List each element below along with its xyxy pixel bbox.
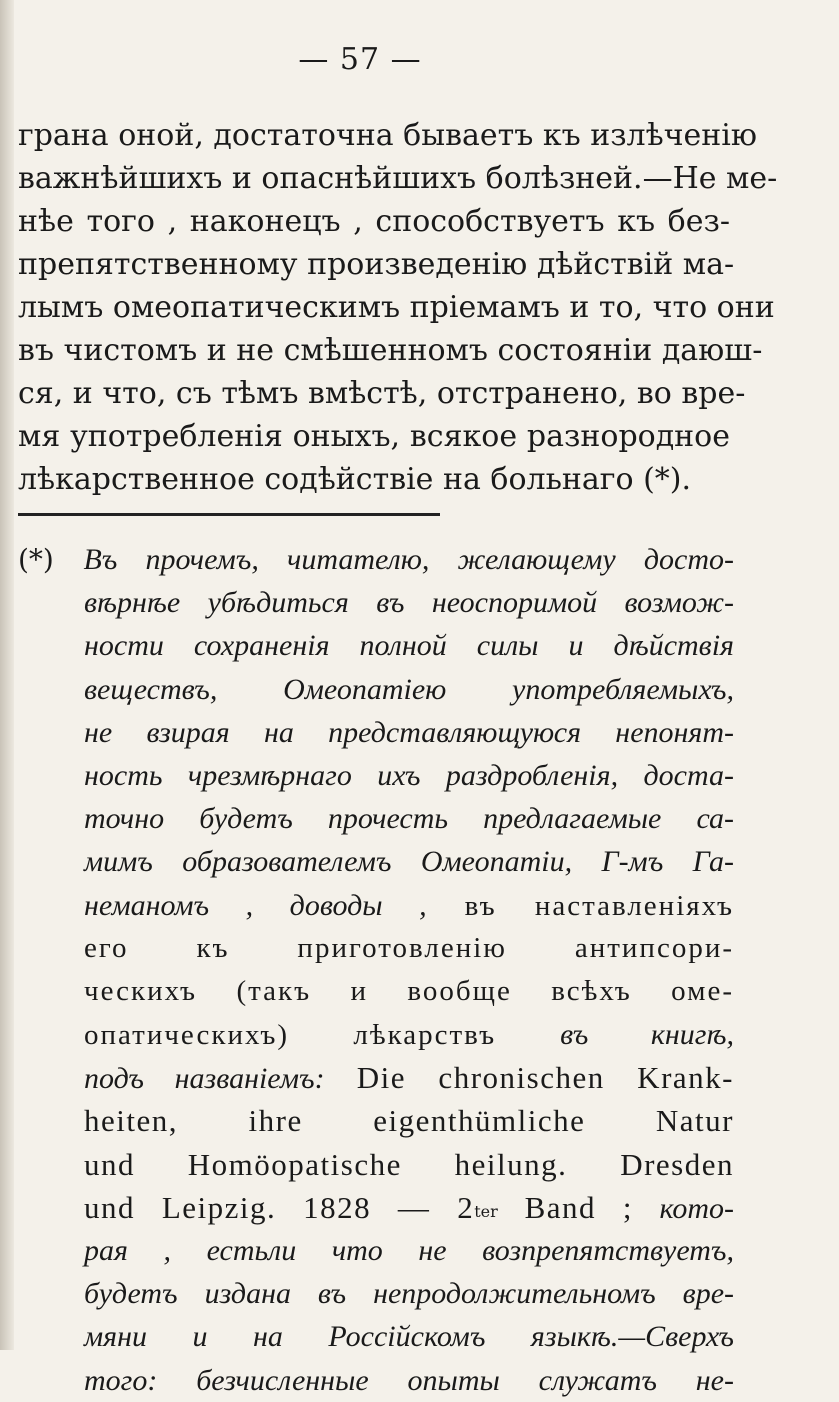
footnote-text: Die chronischen Krank- xyxy=(356,1060,734,1096)
footnote-line: вѣрнѣе убѣдиться въ неоспоримой возмож- xyxy=(84,586,734,620)
footnote-line xyxy=(18,538,734,581)
footnote-text: неманомъ , доводы , xyxy=(84,888,427,922)
footnote-line: heiten, ihre eigenthümliche Natur xyxy=(84,1103,734,1139)
text-line: ся, и что, съ тѣмъ вмѣстѣ, отстранено, во вре- xyxy=(18,376,746,411)
footnote-text: опатическихъ) лѣкарствъ xyxy=(84,1019,497,1052)
footnote-text: въ книгѣ, xyxy=(560,1018,735,1052)
page-spine-shadow xyxy=(0,0,14,1350)
text-line: грана оной, достаточна бываетъ къ излѣченію xyxy=(18,118,757,153)
footnote-line: будетъ издана въ непродолжительномъ вре- xyxy=(84,1277,734,1311)
footnote-text: въ наставленіяхъ xyxy=(464,889,734,922)
footnote-text: Band ; xyxy=(497,1189,633,1225)
main-paragraph xyxy=(18,114,778,501)
footnote-line: рая , естьли что не возпрепятствуетъ, xyxy=(84,1234,734,1267)
footnote-text: und Leipzig. 1828 — 2 xyxy=(84,1189,475,1225)
footnote xyxy=(18,538,734,1402)
text-line: мя употребленія оныхъ, всякое разнородное xyxy=(18,419,730,454)
footnote-line xyxy=(18,1013,734,1056)
footnote-text: подъ названіемъ: xyxy=(84,1062,325,1096)
footnote-line xyxy=(18,1056,734,1099)
footnote-line: мяни и на Россійскомъ языкѣ.—Сверхъ xyxy=(84,1320,734,1354)
footnote-line xyxy=(18,1186,734,1229)
footnote-line: не взирая на представляющуюся непонят- xyxy=(84,715,734,749)
footnote-divider xyxy=(18,513,440,516)
text-line: важнѣйшихъ и опаснѣйшихъ болѣзней.—Не ме- xyxy=(18,161,778,196)
footnote-line: ческихъ (такъ и вообще всѣхъ оме- xyxy=(84,974,734,1007)
superscript-ter: ter xyxy=(474,1201,498,1221)
text-line: въ чистомъ и не смѣшенномъ состояніи даюш- xyxy=(18,333,763,368)
text-line: лымъ омеопатическимъ пріемамъ и то, что они xyxy=(18,290,775,325)
text-line: нѣе того , наконецъ , способствуетъ къ без- xyxy=(18,204,730,239)
text-line: препятственному произведенію дѣйствій ма- xyxy=(18,247,735,282)
footnote-line: ности сохраненія полной силы и дѣйствія xyxy=(84,629,734,663)
footnote-text: кото- xyxy=(659,1191,734,1225)
footnote-line: точно будетъ прочесть предлагаемые са- xyxy=(84,802,734,836)
footnote-line: und Homöopatische heilung. Dresden xyxy=(84,1146,734,1182)
footnote-line xyxy=(18,884,734,927)
footnote-line: веществъ, Омеопатіею употребляемыхъ, xyxy=(84,672,734,706)
footnote-line: ность чрезмѣрнаго ихъ раздробленія, доста- xyxy=(84,758,734,792)
text-line: лѣкарственное содѣйствіе на больнаго (*). xyxy=(18,462,692,497)
footnote-text: Въ прочемъ, читателю, желающему досто- xyxy=(83,543,734,576)
footnote-line: того: безчисленные опыты служатъ не- xyxy=(84,1363,734,1397)
page-number: — 57 — xyxy=(298,42,422,77)
footnote-line: его къ приготовленію антипсори- xyxy=(84,931,734,964)
footnote-line: мимъ образователемъ Омеопатіи, Г-мъ Га- xyxy=(84,845,734,879)
footnote-mark: (*) xyxy=(18,543,54,576)
